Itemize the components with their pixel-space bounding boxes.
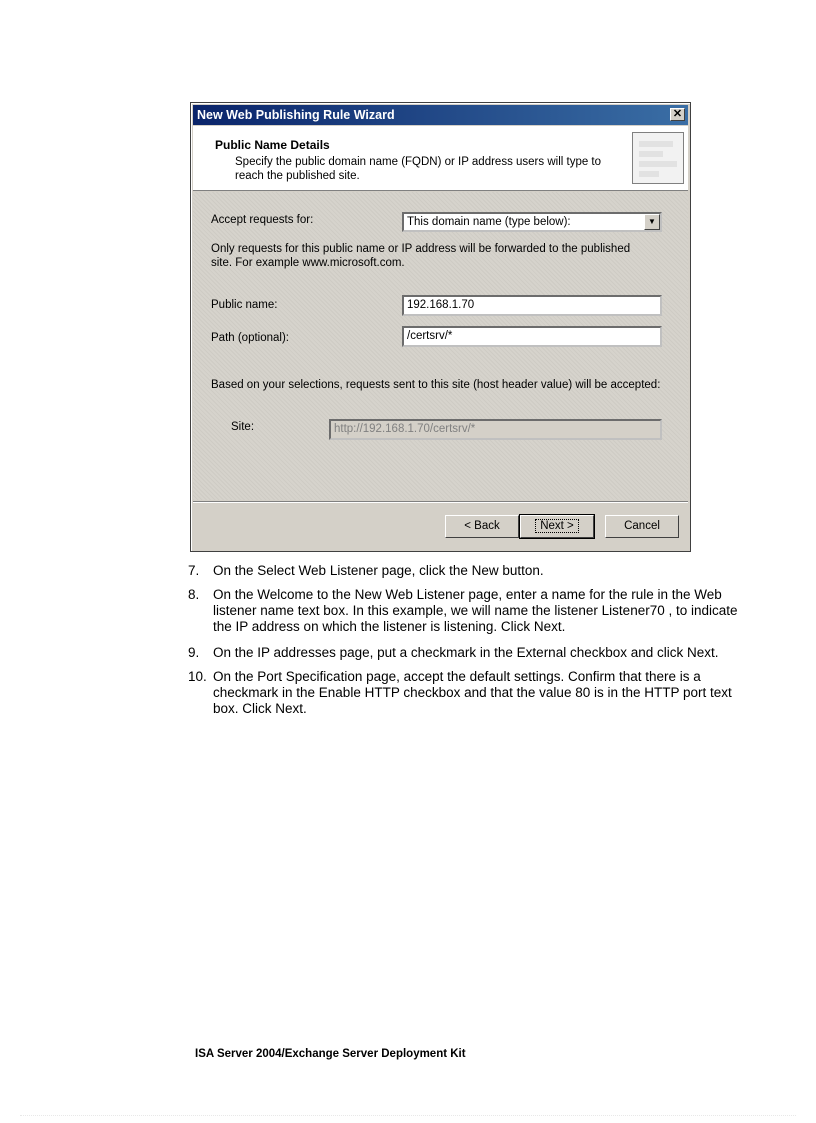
back-button[interactable]: < Back — [445, 515, 519, 538]
title-bar[interactable] — [193, 105, 688, 125]
step-text: On the Port Specification page, accept the default settings. Confirm that there is a checkmark in the Enable HTTP checkbox and that the value 80 is in the HTTP port text box. Click Next. — [213, 669, 732, 716]
public-name-value: 192.168.1.70 — [407, 299, 475, 311]
next-button-label: Next > — [535, 519, 579, 533]
site-label: Site: — [231, 421, 255, 433]
accept-requests-select[interactable] — [402, 212, 662, 232]
step-number: 8. — [188, 587, 200, 602]
header-subtitle: Specify the public domain name (FQDN) or IP address users will type to reach the published site. — [235, 156, 602, 182]
site-value: http://192.168.1.70/certsrv/* — [334, 423, 476, 435]
wizard-dialog — [190, 102, 691, 552]
step-text: On the Welcome to the New Web Listener page, enter a name for the rule in the Web listener name text box. In this example, we will name the listener Listener70 , to indicate the IP address on which the listener is listening. Click Next. — [213, 587, 738, 634]
header-title: Public Name Details — [215, 138, 330, 152]
public-name-input[interactable] — [402, 295, 662, 316]
close-button[interactable]: ✕ — [670, 108, 685, 121]
accept-requests-value: This domain name (type below): — [407, 216, 571, 228]
wizard-body — [193, 192, 688, 500]
document-footer-title: ISA Server 2004/Exchange Server Deployment Kit — [195, 1048, 466, 1060]
accept-requests-label: Accept requests for: — [211, 214, 314, 226]
dialog-title: New Web Publishing Rule Wizard — [197, 108, 395, 122]
path-value: /certsrv/* — [407, 330, 453, 342]
next-button[interactable] — [520, 515, 594, 538]
step-number: 10. — [188, 669, 207, 684]
step-number: 9. — [188, 645, 200, 660]
wizard-header — [193, 126, 688, 191]
step-text: On the IP addresses page, put a checkmark in the External checkbox and click Next. — [213, 645, 719, 660]
site-field — [329, 419, 662, 440]
wizard-graphic-icon — [632, 132, 684, 184]
dropdown-arrow-icon[interactable]: ▼ — [644, 214, 660, 230]
public-name-label: Public name: — [211, 299, 278, 311]
info-text: Only requests for this public name or IP address will be forwarded to the published site. For example www.microsoft.com. — [211, 243, 631, 269]
page-divider — [20, 1115, 796, 1116]
step-text: On the Select Web Listener page, click the New button. — [213, 563, 544, 578]
path-input[interactable] — [402, 326, 662, 347]
path-label: Path (optional): — [211, 332, 289, 344]
cancel-button[interactable]: Cancel — [605, 515, 679, 538]
wizard-footer — [193, 501, 688, 550]
based-selections-text: Based on your selections, requests sent to this site (host header value) will be accepted: — [211, 379, 661, 391]
step-number: 7. — [188, 563, 200, 578]
